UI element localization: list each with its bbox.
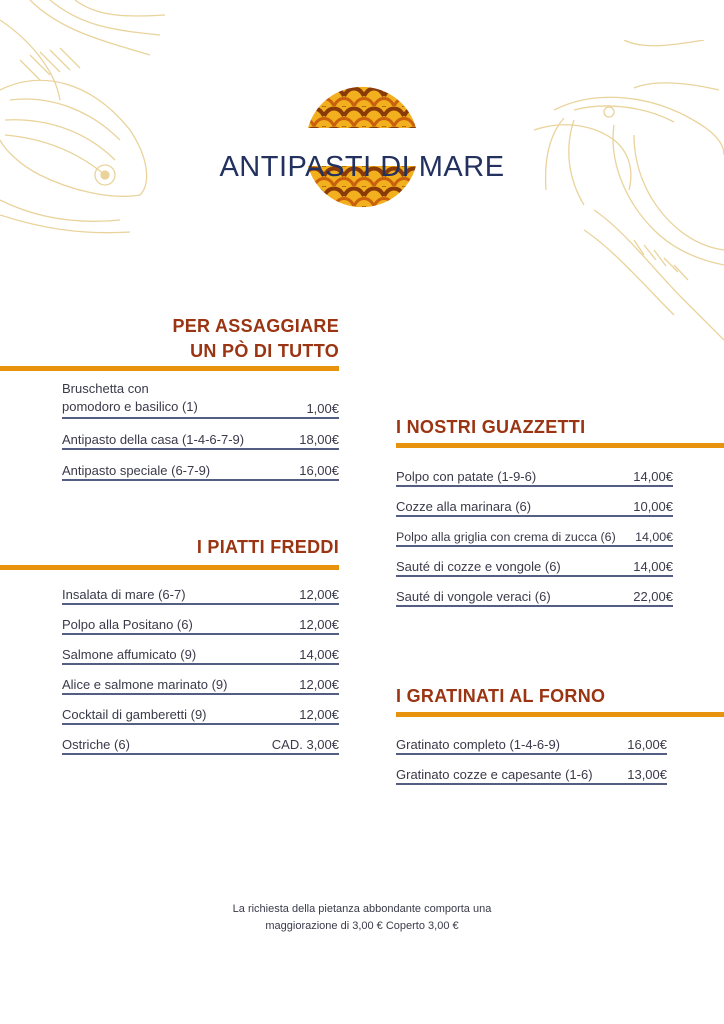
menu-item-price: 12,00€ [299,677,339,692]
menu-item [396,547,673,577]
fish-illustration [0,0,170,240]
menu-item-price: 14,00€ [635,530,673,544]
section-divider [396,443,724,448]
menu-item [396,487,673,517]
menu-item-name: Cocktail di gamberetti (9) [62,707,207,722]
menu-item-name-line1: Bruschetta con [62,381,149,396]
menu-item-price: 13,00€ [627,767,667,782]
menu-item-name: Ostriche (6) [62,737,130,752]
menu-item-name: Polpo con patate (1-9-6) [396,469,537,484]
menu-item [62,695,339,725]
menu-item [62,725,339,755]
page-title: ANTIPASTI DI MARE [219,151,505,184]
section-title: I NOSTRI GUAZZETTI [396,417,586,437]
menu-item [62,450,339,481]
menu-item [396,517,673,547]
section-title-line1: PER ASSAGGIARE [172,316,339,336]
shrimp-illustration [534,40,724,350]
menu-list [396,725,667,785]
menu-item-price: 10,00€ [633,499,673,514]
menu-list [396,457,673,607]
menu-item-name: Gratinato completo (1-4-6-9) [396,737,561,752]
footnote [180,901,544,935]
menu-item-name: Antipasto della casa (1-4-6-7-9) [62,432,245,447]
pattern-logo [304,86,420,208]
menu-item-name [62,380,198,416]
section-title-line2: UN PÒ DI TUTTO [190,341,339,361]
menu-item [62,665,339,695]
section-divider [396,712,724,717]
menu-item-price: 12,00€ [299,707,339,722]
menu-item-name: Polpo alla griglia con crema di zucca (6) [396,530,616,544]
menu-item-name: Sauté di vongole veraci (6) [396,589,551,604]
menu-item [62,635,339,665]
menu-item-price: 14,00€ [633,469,673,484]
section-divider [0,366,339,371]
section-title: I GRATINATI AL FORNO [396,686,606,706]
section-divider [0,565,339,570]
menu-item-name: Insalata di mare (6-7) [62,587,186,602]
menu-item-name: Gratinato cozze e capesante (1-6) [396,767,593,782]
menu-item-price: 14,00€ [299,647,339,662]
menu-item-price: 16,00€ [299,463,339,478]
menu-item [62,605,339,635]
footnote-line2: maggiorazione di 3,00 € Coperto 3,00 € [265,920,459,932]
menu-item-price: 1,00€ [306,401,339,416]
menu-list [62,576,339,755]
menu-item [396,755,667,785]
menu-item-name: Alice e salmone marinato (9) [62,677,228,692]
menu-item-price: CAD. 3,00€ [271,737,339,752]
menu-item-name: Salmone affumicato (9) [62,647,197,662]
menu-item [62,576,339,605]
menu-item [396,457,673,487]
footnote-line1: La richiesta della pietanza abbondante comporta una [232,903,492,915]
menu-item-name: Sauté di cozze e vongole (6) [396,559,561,574]
menu-list [62,377,339,481]
menu-item [396,577,673,607]
menu-item [62,419,339,450]
section-title [62,314,339,364]
menu-item-name-line2: pomodoro e basilico (1) [62,399,198,414]
menu-item-name: Polpo alla Positano (6) [62,617,193,632]
menu-item-price: 18,00€ [299,432,339,447]
menu-item-price: 12,00€ [299,587,339,602]
menu-item-price: 16,00€ [627,737,667,752]
menu-item [396,725,667,755]
menu-item-name: Antipasto speciale (6-7-9) [62,463,211,478]
menu-item-price: 12,00€ [299,617,339,632]
menu-item-price: 22,00€ [633,589,673,604]
menu-item-price: 14,00€ [633,559,673,574]
section-title: I PIATTI FREDDI [196,537,339,557]
menu-item [62,377,339,419]
menu-item-name: Cozze alla marinara (6) [396,499,532,514]
